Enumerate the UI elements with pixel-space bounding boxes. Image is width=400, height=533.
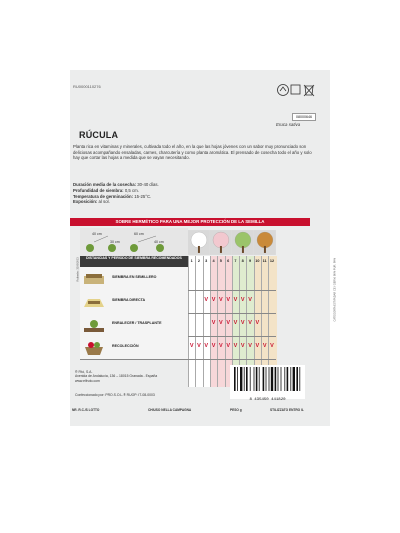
period-tick: V xyxy=(240,297,245,303)
latin-name: Eruca sativa xyxy=(276,122,301,127)
period-tick: V xyxy=(248,297,252,303)
row-divider xyxy=(188,290,276,291)
period-tick: V xyxy=(262,343,267,349)
basket-icon xyxy=(82,339,106,356)
sowing-icon xyxy=(82,293,106,310)
month-number: 2 xyxy=(197,259,200,263)
barcode-number: 8 435450 441820 xyxy=(249,398,286,402)
recycle-icons xyxy=(275,82,317,104)
barcode-bar xyxy=(293,367,295,391)
month-number: 7 xyxy=(234,259,237,263)
seedling-icon xyxy=(82,316,106,333)
month-number: 4 xyxy=(212,259,215,263)
month-number: 10 xyxy=(255,259,260,263)
barcode-bar xyxy=(271,367,273,391)
barcode-bar xyxy=(259,367,260,391)
row-label-semillero: SIEMBRA EN SEMILLERO xyxy=(80,267,188,291)
barcode-bars xyxy=(230,365,305,393)
period-tick: V xyxy=(211,320,216,326)
barcode-bar xyxy=(237,367,238,391)
row-divider xyxy=(188,336,276,337)
barcode-bar xyxy=(284,367,285,391)
row-label-directa: SIEMBRA DIRECTA xyxy=(80,290,188,314)
barcode-bar xyxy=(299,367,300,391)
barcode-bar xyxy=(287,367,289,391)
row-label-trasplante: ENRALECER / TRASPLANTE xyxy=(80,313,188,337)
period-tick: V xyxy=(270,343,274,349)
side-text-right: CATEGORÍA ESTÁNDAR CE / GERM. 80% PUR. 99% xyxy=(333,257,337,322)
barcode-bar xyxy=(234,367,236,391)
period-tick: V xyxy=(197,343,201,349)
month-number: 12 xyxy=(269,259,275,263)
period-tick: V xyxy=(240,320,245,326)
month-number: 11 xyxy=(262,259,267,263)
spacing-label: 30 cm xyxy=(110,240,120,244)
barcode-bar xyxy=(266,367,267,391)
seed-tray-icon xyxy=(82,270,106,287)
spacing-label: 40 cm xyxy=(154,240,164,244)
packager: Confeccionado por: PRO.S.O.L.® RUOP: IT-08-0003 xyxy=(75,393,155,397)
spec-row: Duración media de la cosecha: 30-40 días. xyxy=(73,182,159,187)
barcode-bar xyxy=(256,367,258,391)
month-number: 9 xyxy=(248,259,252,263)
season-summer-tree xyxy=(232,230,254,255)
period-tick: V xyxy=(248,343,252,349)
season-winter-tree xyxy=(188,230,210,255)
period-tick: V xyxy=(226,297,230,303)
campaign-label: CHIUSO NELLA CAMPAGNA xyxy=(148,408,192,412)
barcode-bar xyxy=(254,367,255,391)
month-number: 3 xyxy=(205,259,208,263)
period-tick: V xyxy=(219,320,223,326)
period-tick: V xyxy=(240,343,245,349)
barcode-bar xyxy=(244,367,245,391)
month-number: 8 xyxy=(241,259,244,263)
barcode-bar xyxy=(278,367,279,391)
period-tick: V xyxy=(255,320,260,326)
spacing-label: 60 cm xyxy=(134,232,144,236)
period-tick: V xyxy=(204,297,209,303)
barcode-bar xyxy=(263,367,265,391)
period-tick: V xyxy=(211,297,216,303)
barcode-bar xyxy=(269,367,270,391)
address: ® Fitó, S.A. Avenida de Andalucía, 136 – 18015 Granada - España www.elfruto.com xyxy=(75,370,158,383)
page-title: RÚCULA xyxy=(79,130,119,140)
barcode-bar xyxy=(281,367,282,391)
product-code: RU0000110276 xyxy=(73,84,101,89)
specs xyxy=(73,182,273,205)
period-tick: V xyxy=(219,297,223,303)
barcode-bar xyxy=(250,367,251,391)
row-label-recoleccion: RECOLECCIÓN xyxy=(80,336,188,360)
period-tick: V xyxy=(226,343,230,349)
expiry-label: STILIZZATO ENTRO IL xyxy=(270,408,304,412)
spec-row: Temperatura de germinación: 15-25°C. xyxy=(73,193,152,199)
weight-label: PESO g xyxy=(230,408,242,412)
spec-row: Profundidad de siembra: 0,5 cm. xyxy=(73,187,139,193)
period-tick: V xyxy=(255,343,260,349)
sku-box: 08000646 xyxy=(292,113,316,121)
period-tick: V xyxy=(219,343,223,349)
barcode-bar xyxy=(290,367,291,391)
period-tick: V xyxy=(233,297,238,303)
month-number: 6 xyxy=(227,259,230,263)
period-tick: V xyxy=(189,343,194,349)
period-tick: V xyxy=(233,343,238,349)
lot-label: NR. R.C./S LOTTO xyxy=(72,408,100,412)
period-tick: V xyxy=(248,320,252,326)
barcode-bar xyxy=(296,367,298,391)
barcode-bar xyxy=(240,367,242,391)
seed-packet-back xyxy=(70,70,337,426)
barcode-bar xyxy=(246,367,248,391)
spacing-label: 40 cm xyxy=(92,232,102,236)
row-divider xyxy=(188,313,276,314)
spec-row: Exposición: al sol. xyxy=(73,199,110,205)
period-tick: V xyxy=(211,343,216,349)
description: Planta rica en vitaminas y minerales, cultivada todo el año, en la que las hojas jóvenes con un sabor muy pronunciado son deliciosas acompañando ensaladas, carnes, charcutería y como planta aromática. El prensado de cosecha todo el año y solo hay que cortar las hojas a medida que se vayan necesitando. xyxy=(73,144,312,161)
barcode-bar xyxy=(275,367,277,391)
season-spring-tree xyxy=(210,230,232,255)
hermetic-banner: SOBRE HERMÉTICO PARA UNA MEJOR PROTECCIÓN DE LA SEMILLA xyxy=(70,218,310,226)
period-tick: V xyxy=(204,343,209,349)
season-autumn-tree xyxy=(254,230,276,255)
row-divider xyxy=(188,359,276,360)
distance-header: DISTANCIAS Y PERÍODO DE SIEMBRA RECOMENDADOS xyxy=(80,256,188,267)
side-text-left: Ruibarbo: 3100/2013 xyxy=(76,257,80,282)
period-tick: V xyxy=(233,320,238,326)
month-number: 1 xyxy=(190,259,193,263)
period-tick: V xyxy=(226,320,230,326)
barcode xyxy=(230,365,305,402)
month-number: 5 xyxy=(219,259,222,263)
